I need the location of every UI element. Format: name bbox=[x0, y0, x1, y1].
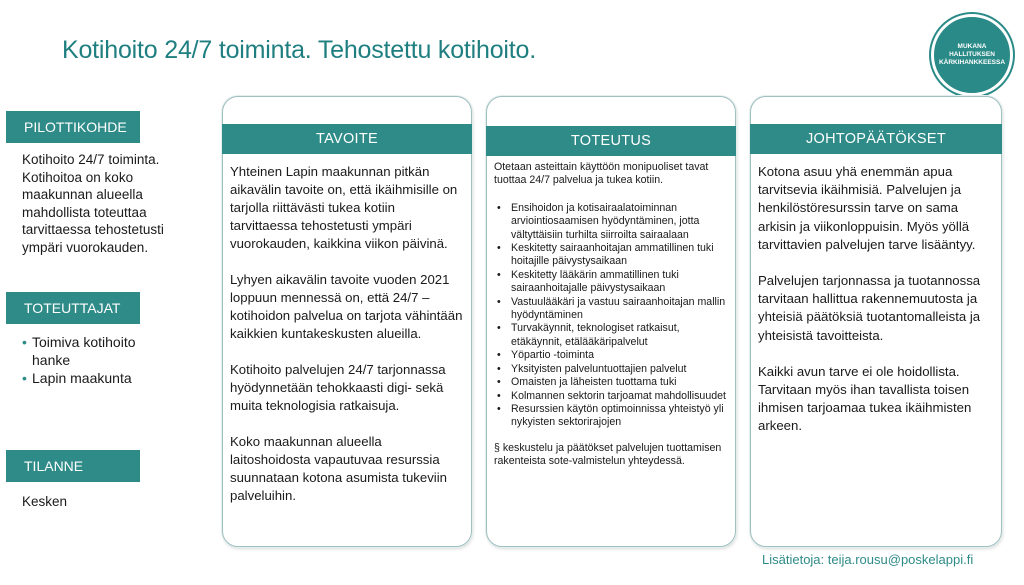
list-item: • Omaisten ja läheisten tuottama tuki bbox=[494, 376, 729, 389]
paragraph: Palvelujen tarjonnassa ja tuotannossa tarvitaan hallittua rakennemuutosta ja yhteisiä päätöksiä tuotantomalleista ja yhteisistä tavoitteista. bbox=[758, 273, 981, 343]
paragraph: Kotihoito palvelujen 24/7 tarjonnassa hyödynnetään tehokkaasti digi- sekä muita teknologisia ratkaisuja. bbox=[230, 362, 446, 413]
paragraph: Yhteinen Lapin maakunnan pitkän aikavälin tavoite on, että ikäihmisille on tarjolla riittävästi tukea kotiin tarvittaessa tehostetusti ympäri vuorokauden, kaikkina viikon päivinä. bbox=[230, 164, 458, 251]
toteutus-list bbox=[494, 202, 729, 430]
badge-line: KÄRKIHANKKEESSA bbox=[938, 59, 1006, 66]
toteutus-body bbox=[494, 161, 729, 469]
toteuttajat-label: TOTEUTTAJAT bbox=[6, 292, 140, 324]
hallitus-karkihanke-logo bbox=[931, 14, 1013, 96]
tavoite-body bbox=[230, 163, 465, 523]
toteutus-header: TOTEUTUS bbox=[486, 126, 736, 156]
list-item: • Toimiva kotihoito hanke bbox=[22, 333, 172, 369]
list-item: • Turvakäynnit, teknologiset ratkaisut, etäkäynnit, etälääkäripalvelut bbox=[494, 322, 729, 349]
toteutus-intro: Otetaan asteittain käyttöön monipuoliset tavat tuottaa 24/7 palvelua ja tukea kotiin. bbox=[494, 161, 709, 187]
page-title: Kotihoito 24/7 toiminta. Tehostettu kotihoito. bbox=[62, 36, 536, 64]
tilanne-text: Kesken bbox=[22, 494, 68, 509]
johtopaatokset-body bbox=[758, 163, 995, 454]
list-item: • Vastuulääkäri ja vastuu sairaanhoitajan mallin hyödyntäminen bbox=[494, 296, 729, 323]
paragraph: Kaikki avun tarve ei ole hoidollista. Tarvitaan myös ihan tavallista toisen ihmisen tarjoamaa tukea ikäihmisten arkeen. bbox=[758, 363, 972, 434]
paragraph: Lyhyen aikavälin tavoite vuoden 2021 loppuun mennessä on, että 24/7 – kotihoidon palvelua on tarjota vähintään kaikkien kuntakeskusten alueilla. bbox=[230, 272, 463, 341]
tavoite-header: TAVOITE bbox=[222, 124, 472, 154]
badge-line: MUKANA bbox=[957, 43, 987, 50]
pilottikohde-text: Kotihoito 24/7 toiminta. Kotihoitoa on koko maakunnan alueella mahdollista toteuttaa tarvittaessa tehostetusti ympäri vuorokauden. bbox=[22, 152, 164, 255]
johtopaatokset-header: JOHTOPÄÄTÖKSET bbox=[750, 124, 1002, 154]
badge-text bbox=[939, 43, 1005, 67]
badge-line: HALLITUKSEN bbox=[949, 51, 995, 58]
tilanne-label: TILANNE bbox=[6, 450, 140, 482]
list-item: • Lapin maakunta bbox=[22, 369, 172, 387]
tavoite-card bbox=[222, 96, 472, 547]
toteutus-outro: § keskustelu ja päätökset palvelujen tuottamisen rakenteista sote-valmistelun yhteydessä. bbox=[494, 441, 722, 468]
toteutus-card bbox=[486, 96, 736, 547]
paragraph: Koko maakunnan alueella laitoshoidosta vapautuvaa resurssia suunnataan kotona asumista tukeviin palveluihin. bbox=[230, 434, 448, 503]
toteuttajat-list bbox=[22, 333, 172, 387]
list-item: • Ensihoidon ja kotisairaalatoiminnan arviointiosaamisen hyödyntäminen, jotta vältyttäisiin turhilta siirroilta sairaalaan bbox=[494, 202, 729, 242]
list-item: • Keskitetty lääkärin ammatillinen tuki sairaanhoitajalle päivystysaikaan bbox=[494, 269, 729, 296]
list-item: • Yksityisten palveluntuottajien palvelut bbox=[494, 363, 729, 376]
pilottikohde-label: PILOTTIKOHDE bbox=[6, 111, 140, 143]
list-item: • Kolmannen sektorin tarjoamat mahdollisuudet bbox=[494, 390, 729, 403]
johtopaatokset-card bbox=[750, 96, 1002, 547]
list-item: • Keskitetty sairaanhoitajan ammatillinen tuki hoitajille päivystysaikaan bbox=[494, 242, 729, 269]
paragraph: Kotona asuu yhä enemmän apua tarvitsevia ikäihmisiä. Palvelujen ja henkilöstöresurssin tarve on sama arkisin ja viikonloppuisin. Myös yöllä tarvittavien palvelujen tarve lisääntyy. bbox=[758, 164, 976, 252]
list-item: • Yöpartio -toiminta bbox=[494, 349, 729, 362]
list-item: • Resurssien käytön optimoinnissa yhteistyö yli nykyisten sektorirajojen bbox=[494, 403, 729, 430]
contact-info[interactable]: Lisätietoja: teija.rousu@poskelappi.fi bbox=[762, 552, 974, 567]
